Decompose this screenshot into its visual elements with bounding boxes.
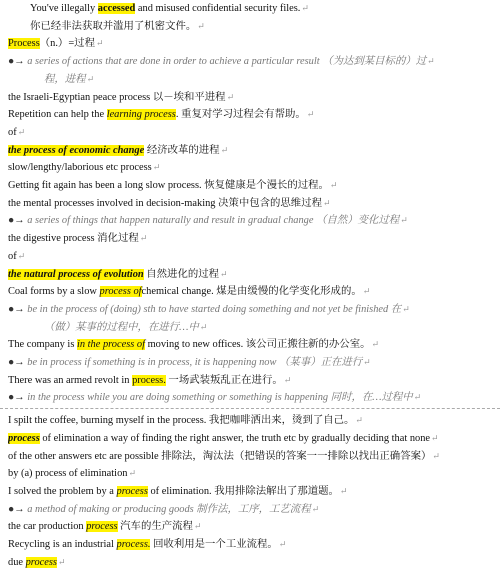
paragraph-mark-icon: ↵ xyxy=(413,392,422,403)
paragraph-mark-icon: ↵ xyxy=(371,339,380,350)
text-segment: due xyxy=(8,556,26,568)
text-line xyxy=(8,142,496,158)
bullet-arrow: ●→ xyxy=(8,56,28,68)
text-line xyxy=(44,319,496,335)
text-line xyxy=(8,53,496,69)
paragraph-mark-icon: ↵ xyxy=(193,521,202,532)
text-segment: Repetition can help the xyxy=(8,109,107,121)
text-line xyxy=(8,212,496,228)
text-segment: a series of things that happen naturally and result in gradual change （自然）变化过程 xyxy=(27,215,400,227)
highlighted-term: accessed xyxy=(97,3,136,14)
paragraph-mark-icon: ↵ xyxy=(139,233,148,244)
text-line xyxy=(8,301,496,317)
paragraph-mark-icon: ↵ xyxy=(17,126,26,137)
paragraph-mark-icon: ↵ xyxy=(427,56,435,67)
text-segment: in the process while you are doing something or something is happening 同时，在…过程中 xyxy=(27,392,413,404)
text-line xyxy=(8,354,496,370)
paragraph-mark-icon: ↵ xyxy=(311,503,320,514)
text-line xyxy=(8,465,496,481)
text-segment: . 重复对学习过程会有帮助。 xyxy=(175,109,306,121)
text-segment: 经济改革的进程 xyxy=(144,144,220,156)
text-line xyxy=(8,412,496,428)
text-segment: You've illegally xyxy=(30,3,98,14)
paragraph-mark-icon: ↵ xyxy=(152,162,161,173)
text-segment: （n.）=过程 xyxy=(39,38,95,50)
text-segment: 程，进程 xyxy=(44,73,86,85)
text-line xyxy=(30,0,496,16)
highlighted-term: process. xyxy=(116,539,151,550)
paragraph-mark-icon: ↵ xyxy=(301,3,309,13)
bullet-arrow: ●→ xyxy=(8,303,28,315)
text-line xyxy=(8,518,496,534)
paragraph-mark-icon: ↵ xyxy=(355,415,363,426)
paragraph-mark-icon: ↵ xyxy=(199,321,208,332)
paragraph-mark-icon: ↵ xyxy=(17,250,26,261)
paragraph-mark-icon: ↵ xyxy=(57,556,66,567)
paragraph-mark-icon: ↵ xyxy=(362,286,371,297)
highlighted-term: process of xyxy=(99,286,142,298)
text-segment: I spilt the coffee, burning myself in the process. 我把咖啡洒出来，烫到了自己。 xyxy=(8,415,355,427)
highlighted-term: in the process of xyxy=(76,339,145,351)
paragraph-mark-icon: ↵ xyxy=(306,109,315,120)
highlighted-term: the process of economic change xyxy=(8,144,145,156)
text-segment: the digestive process 消化过程 xyxy=(8,233,139,245)
text-segment: be in process if something is in process, it is happening now （某事）正在进行 xyxy=(27,357,363,368)
text-line xyxy=(8,35,496,51)
text-line xyxy=(8,159,496,175)
highlighted-term: the natural process of evolution xyxy=(8,268,144,280)
text-line xyxy=(8,230,496,246)
paragraph-mark-icon: ↵ xyxy=(363,357,371,367)
text-segment: I solved the problem by a xyxy=(8,485,117,497)
text-line xyxy=(8,106,496,122)
text-line xyxy=(8,448,496,464)
text-segment: 你已经非法获取并滥用了机密文件。 xyxy=(30,20,197,32)
paragraph-mark-icon: ↵ xyxy=(95,38,104,49)
paragraph-mark-icon: ↵ xyxy=(278,539,287,549)
text-line xyxy=(8,483,496,499)
highlighted-term: process xyxy=(8,432,40,444)
text-segment: chemical change. 煤是由缓慢的化学变化形成的。 xyxy=(141,286,362,298)
highlighted-term: process xyxy=(25,556,57,568)
text-line xyxy=(8,336,496,352)
text-segment: the car production xyxy=(8,521,87,533)
text-segment: the mental processes involved in decision-making 决策中包含的思维过程 xyxy=(8,197,322,209)
section-break xyxy=(0,408,500,409)
text-line xyxy=(8,554,496,570)
text-line xyxy=(8,501,496,517)
text-segment: Coal forms by a slow xyxy=(8,286,100,298)
highlighted-term: learning process xyxy=(106,109,176,121)
text-segment: There was an armed revolt in xyxy=(8,374,133,386)
paragraph-mark-icon: ↵ xyxy=(431,432,439,443)
text-segment: （做）某事的过程中，在进行…中 xyxy=(44,321,199,333)
text-line xyxy=(8,536,496,552)
text-segment: a method of making or producing goods 制作法，工序，工艺流程 xyxy=(27,503,311,515)
bullet-arrow: ●→ xyxy=(8,503,28,515)
paragraph-mark-icon: ↵ xyxy=(197,20,205,31)
text-segment: Getting fit again has been a long slow process. 恢复健康是个漫长的过程。 xyxy=(8,180,329,191)
paragraph-mark-icon: ↵ xyxy=(400,215,408,226)
text-segment: of xyxy=(8,250,17,262)
text-segment: 汽车的生产流程 xyxy=(117,521,193,533)
text-segment: slow/lengthy/laborious etc process xyxy=(8,162,152,174)
text-segment: of elimination a way of finding the right answer, the truth etc by gradually deciding that none xyxy=(39,432,431,444)
text-line xyxy=(8,124,496,140)
bullet-arrow: ●→ xyxy=(8,357,28,368)
paragraph-mark-icon: ↵ xyxy=(220,144,229,155)
text-line xyxy=(8,372,496,388)
text-segment: and misused confidential security files. xyxy=(135,3,301,14)
text-line xyxy=(8,248,496,264)
text-line xyxy=(8,283,496,299)
paragraph-mark-icon: ↵ xyxy=(402,303,410,314)
paragraph-mark-icon: ↵ xyxy=(339,485,348,496)
paragraph-mark-icon: ↵ xyxy=(226,91,235,102)
highlighted-term: process. xyxy=(132,374,166,386)
text-segment: of xyxy=(8,126,17,138)
text-line xyxy=(8,195,496,211)
paragraph-mark-icon: ↵ xyxy=(86,73,95,84)
paragraph-mark-icon: ↵ xyxy=(432,450,440,461)
text-line xyxy=(8,266,496,282)
text-line xyxy=(8,389,496,405)
text-line xyxy=(8,177,496,193)
text-segment: the Israeli-Egyptian peace process 以－埃和平进程 xyxy=(8,91,226,103)
paragraph-mark-icon: ↵ xyxy=(128,468,137,479)
text-segment: 回收利用是一个工业流程。 xyxy=(150,539,278,550)
text-segment: moving to new offices. 该公司正搬往新的办公室。 xyxy=(144,339,371,351)
paragraph-mark-icon: ↵ xyxy=(322,197,331,208)
highlighted-term: Process xyxy=(8,38,40,50)
paragraph-mark-icon: ↵ xyxy=(283,374,292,385)
text-segment: The company is xyxy=(8,339,77,351)
paragraph-mark-icon: ↵ xyxy=(220,268,228,279)
text-line xyxy=(8,89,496,105)
highlighted-term: process xyxy=(86,521,118,533)
text-line xyxy=(44,71,496,87)
bullet-arrow: ●→ xyxy=(8,215,28,227)
text-segment: 自然进化的过程 xyxy=(143,268,220,280)
text-line xyxy=(30,18,496,34)
text-segment: Recycling is an industrial xyxy=(8,539,117,550)
text-line xyxy=(8,430,496,446)
bullet-arrow: ●→ xyxy=(8,392,28,404)
text-segment: a series of actions that are done in order to achieve a particular result （为达到某目标的）过 xyxy=(27,56,427,68)
text-segment: of elimination. 我用排除法解出了那道题。 xyxy=(147,485,339,497)
text-segment: by (a) process of elimination xyxy=(8,468,128,480)
highlighted-term: process xyxy=(116,485,148,497)
text-segment: of the other answers etc are possible 排除法，淘汰法（把错误的答案一一排除以找出正确答案） xyxy=(8,450,432,462)
text-segment: be in the process of (doing) sth to have started doing something and not yet be finished 在 xyxy=(27,303,402,315)
text-segment: 一场武装叛乱正在进行。 xyxy=(165,374,283,386)
paragraph-mark-icon: ↵ xyxy=(329,180,338,190)
